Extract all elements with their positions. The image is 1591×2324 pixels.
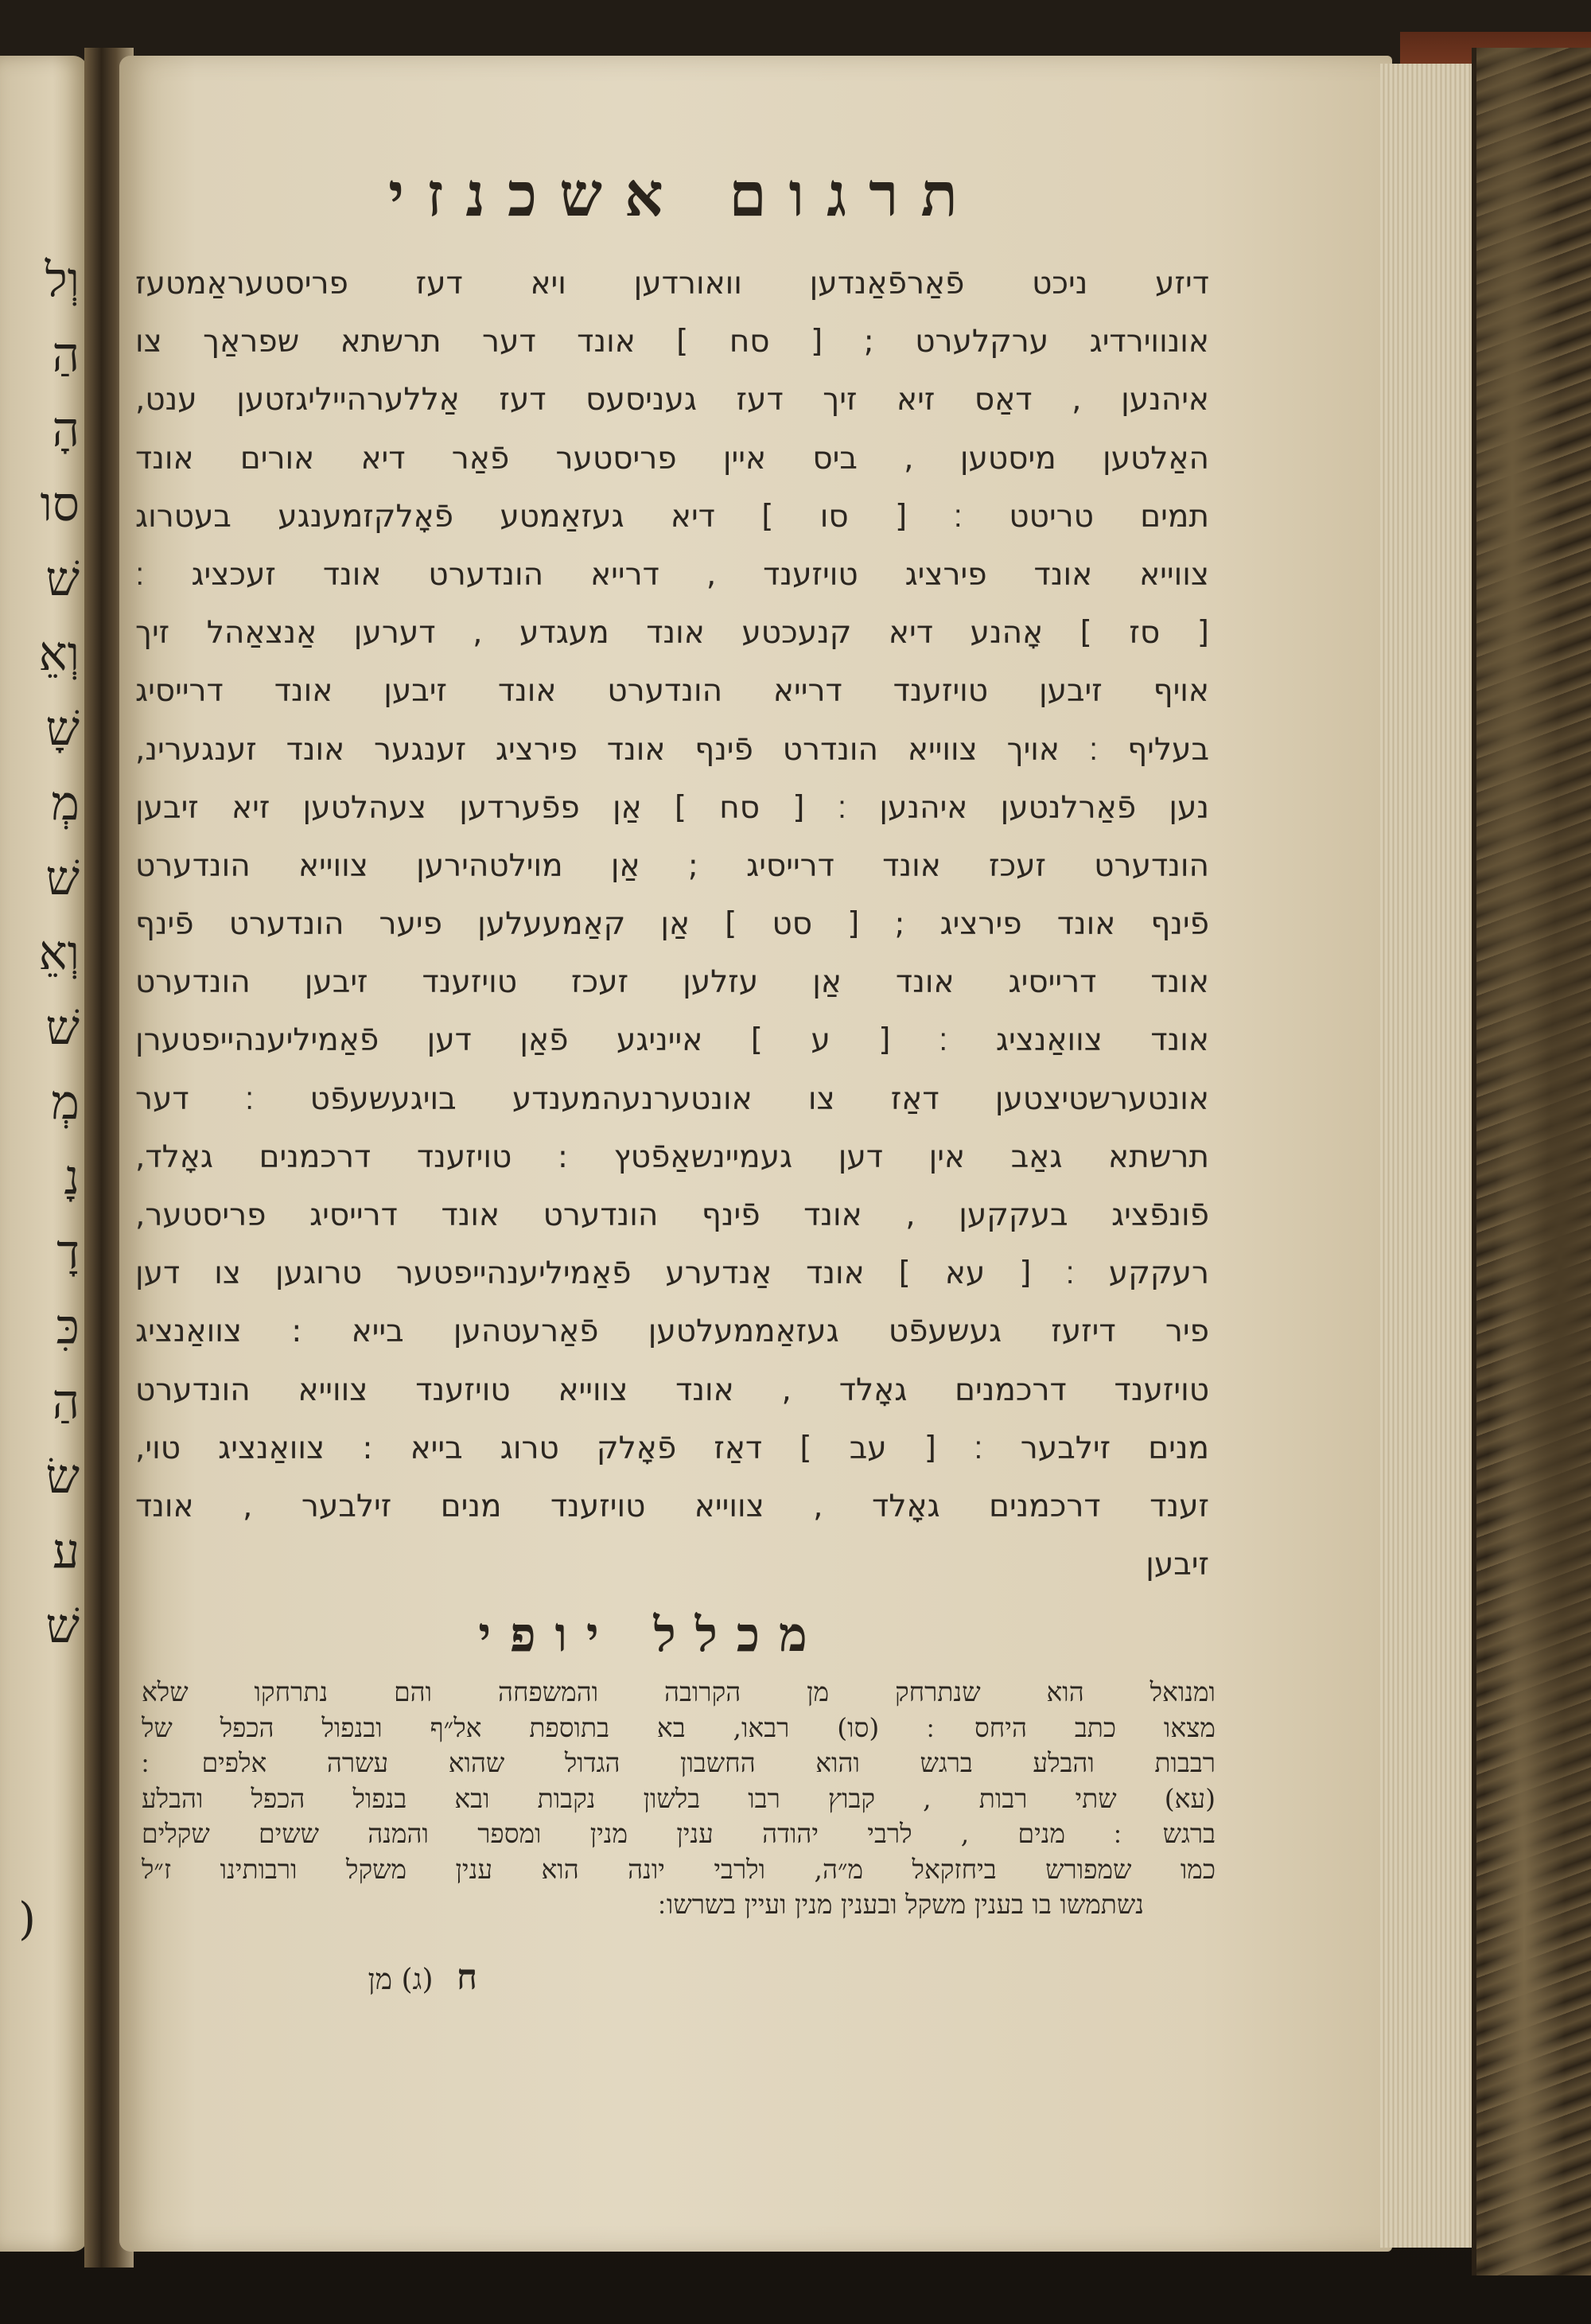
text-line: נען פֿאַרלנטען איהנען ׃ [ סח ] אַן פפֿערדען צעהלטען זיא זיבען [135, 789, 1209, 826]
text-line: [ סז ] אָהנע דיא קנעכטע אונד מעגדע , דערען אַנצאַהל זיך [135, 615, 1209, 652]
left-page [0, 56, 88, 2252]
left-page-fragment: שׁ [45, 1000, 80, 1056]
left-page-fragment: שׁ [45, 851, 80, 906]
left-page-fragment: וְאֵ [38, 626, 80, 682]
text-line: בעליף ׃ אויך צווייא הונדרט פֿינף אונד פירציג זענגער אונד זענגערינ, [135, 731, 1209, 768]
text-line: זיבען [1146, 1547, 1209, 1583]
text-line: אונווירדיג ערקלערט ; [ סח ] אונד דער תרשתא שפראַך צו [135, 324, 1209, 360]
left-page-fragment: כִּ [56, 1299, 80, 1355]
text-line: טויזענד דרכמנים גאָלד , אונד צווייא טויזענד צווייא הונדערט [135, 1372, 1209, 1408]
text-line: אונד דרייסיג אונד אַן עזלען זעכז טויזענד זיבען הונדערט [135, 964, 1209, 1001]
text-line: צווייא אונד פירציג טויזענד , דרייא הונדערט אונד זעכציג ׃ [135, 556, 1209, 593]
text-line: ברגש ׃ מנים , לרבי יהודה ענין מנין ומספר והמנה ששים שקלים [142, 1818, 1216, 1849]
text-line: רעקקע ׃ [ עא ] אונד אַנדערע פֿאַמיליענהייפטער טרוגען צו דען [135, 1255, 1209, 1292]
page-title: תרגום אשכנזי [388, 159, 980, 230]
text-line: הונדערט זעכז אונד דרייסיג ; אַן מוילטהירען צווייא הונדערט [135, 847, 1209, 884]
text-line: האַלטען מיסטען , ביס איין פריסטער פֿאַר דיא אורים אונד [135, 440, 1209, 477]
text-line: פֿונפֿציג בעקקען , אונד פֿינף הונדערט אונד דרייסיג פריסטער, [135, 1197, 1209, 1233]
left-page-fragment: דָ [56, 1224, 80, 1280]
left-page-fragment: הַ [52, 1374, 80, 1430]
text-line: פֿינף אונד פירציג ; [ סט ] אַן קאַמעעלען פיער הונדערט פֿינף [135, 906, 1209, 943]
text-line: מנים זילבער ׃ [ עב ] דאַז פֿאָלק טרוג בייא : צוואַנציג טוי, [135, 1430, 1209, 1466]
page-signature [239, 1957, 477, 1998]
left-page-text-column [8, 243, 80, 1945]
commentary-body [142, 1675, 1216, 1923]
text-line: אונד צוואַנציג ׃ [ ע ] אייניגע פֿאַן דען פֿאַמיליענהייפטערן [135, 1022, 1209, 1059]
text-line: זענד דרכמנים גאָלד , צווייא טויזענד מנים זילבער , אונד [135, 1488, 1209, 1524]
translation-body [135, 255, 1209, 1594]
left-page-fragment: ע [53, 1524, 80, 1579]
text-line: מצאו כתב היחס ׃ (סו) רבאו, בא בתוספת אל״ף ובנפול הכפל של [142, 1711, 1216, 1743]
text-line: (עא) שתי רבות , קבוץ רבו בלשון נקבות ובא בנפול הכפל והבלע [142, 1782, 1216, 1814]
signature-mark: (ג) [401, 1964, 434, 1996]
left-page-fragment: שׁ [45, 551, 80, 607]
text-line: ומנואל הוא שנתרחק מן הקרובה והמשפחה והם נתרחקו שלא [142, 1676, 1216, 1707]
page-fore-edge [1380, 64, 1475, 2248]
signature-letter: ח [456, 1957, 477, 1998]
left-page-fragment: וְאֵ [38, 925, 80, 981]
commentary-title: מכלל יופי [478, 1607, 827, 1663]
left-page-fragment: הַ [52, 327, 80, 383]
text-line: נשתמשו בו בענין משקל ובענין מנין ועיין בשרשו ׃ [658, 1889, 1144, 1920]
text-line: תמים טריטט ׃ [ סו ] דיא געזאַמטע פֿאָלקזמענגע בעטרוג [135, 498, 1209, 535]
left-page-fragment: וְל [45, 252, 80, 308]
left-page-fragment: מְ [51, 1075, 80, 1131]
text-line: דיזע ניכט פֿאַרפֿאַנדען וואורדען ויא דעז פריסטעראַמטעז [135, 266, 1209, 302]
text-line: כמו שמפורש ביחזקאל מ״ה, ולרבי יונה הוא ענין משקל ורבותינו ז״ל [142, 1853, 1216, 1885]
left-page-fragment: הָ [52, 402, 80, 457]
left-page-paren: ( [18, 1894, 36, 1945]
left-page-fragment: שׂ [45, 1449, 80, 1505]
text-line: איהנען , דאַס זיא זיך דעז געניסעס דעז אַללערהייליגזטען ענט, [135, 382, 1209, 418]
marbled-cover [1472, 48, 1591, 2275]
catchword: מן [368, 1964, 393, 1996]
left-page-fragment: סו [40, 477, 80, 532]
left-page-fragment: שׁ [45, 1598, 80, 1654]
left-page-fragment: נָ [64, 1150, 80, 1205]
left-page-fragment: מְ [51, 776, 80, 831]
text-line: רבבות והבלע ברגש והוא החשבון הגדול שהוא עשרה אלפים ׃ [142, 1747, 1216, 1778]
text-line: אונטערשטיצטען דאַז צו אונטערנעהמענדע בויגעשעפֿט ׃ דער [135, 1080, 1209, 1117]
text-line: תרשתא גאַב אין דען געמיינשאַפֿטץ : טויזענד דרכמנים גאָלד, [135, 1139, 1209, 1175]
text-line: פיר דיזעז געשעפֿט געזאַממעלטען פֿאַרעטהען בייא : צוואַנציג [135, 1314, 1209, 1350]
text-line: אויף זיבען טויזענד דרייא הונדערט אונד זיבען אונד דרייסיג [135, 673, 1209, 710]
left-page-fragment: שָׁ [45, 701, 80, 757]
